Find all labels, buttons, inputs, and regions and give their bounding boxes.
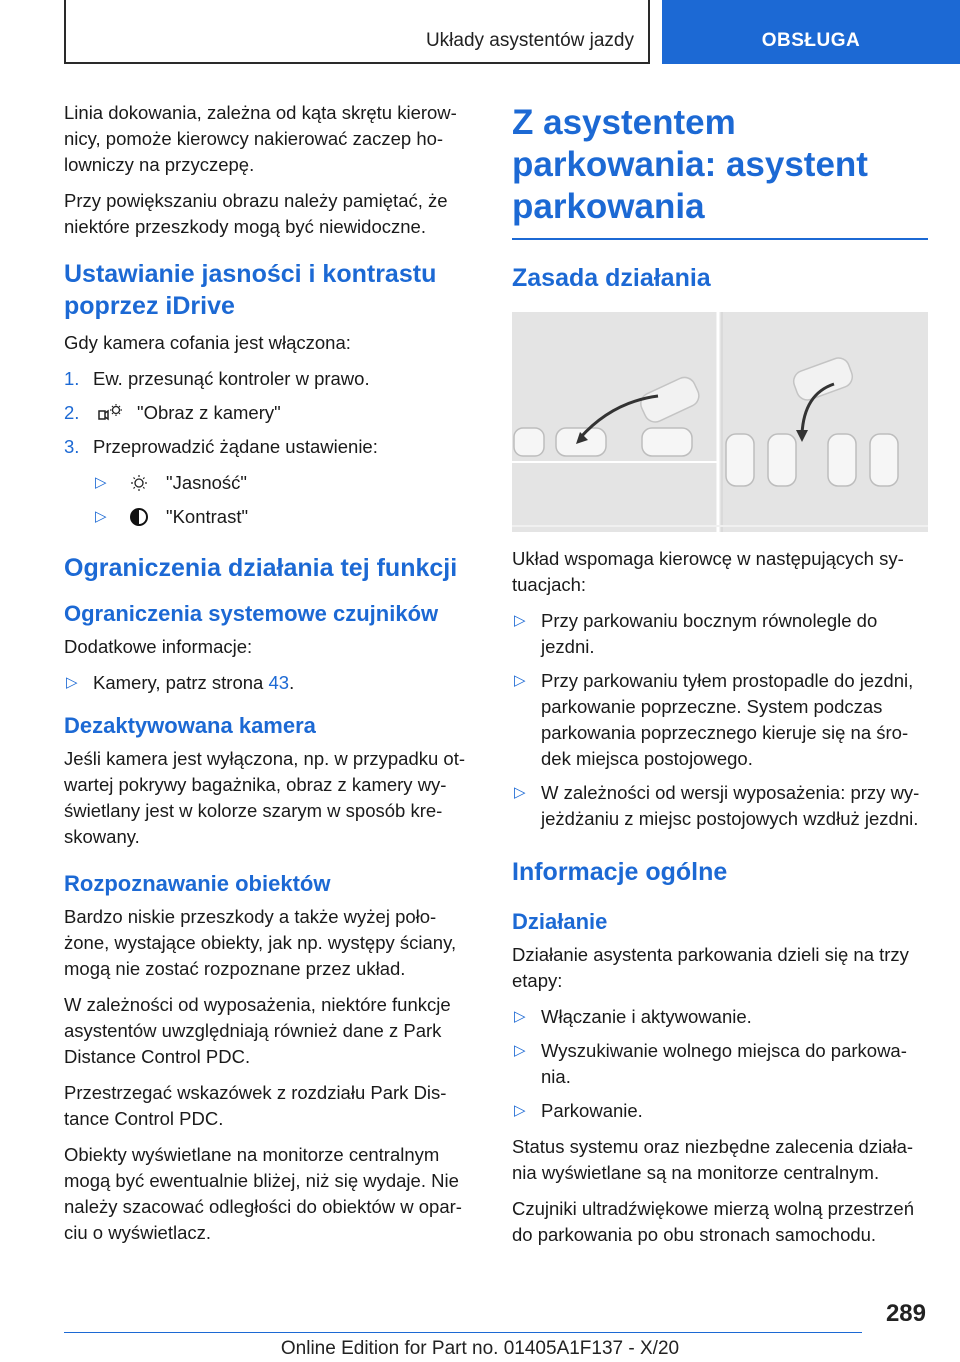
triangle-bullet-icon: ▷ — [514, 1102, 526, 1119]
list-item — [512, 608, 928, 660]
footer-edition: Online Edition for Part no. 01405A1F137 - X/20 — [280, 1338, 680, 1359]
page-number: 289 — [885, 1300, 926, 1327]
setting-item — [64, 470, 476, 496]
heading-function: Działanie — [512, 909, 608, 934]
heading-limitations: Ograniczenia działania tej funkcji — [64, 554, 458, 582]
setting-label: "Jasność" — [166, 472, 248, 493]
triangle-bullet-icon: ▷ — [95, 508, 107, 525]
list-item — [512, 780, 928, 832]
heading-principle: Zasada działania — [512, 264, 711, 292]
heading-object-detection: Rozpoznawanie obiektów — [64, 871, 331, 896]
step-number: 2. — [64, 402, 80, 423]
header-frame — [64, 0, 650, 64]
sensors-text: Czujniki ultradźwiękowe mierzą wolną przestrzeń do parkowania po obu stronach samochodu. — [512, 1198, 915, 1245]
list-item — [512, 1098, 928, 1124]
status-text: Status systemu oraz niezbędne zalecenia działa-nia wyświetlane są na monitorze centralnym. — [512, 1136, 914, 1183]
step-item — [64, 366, 476, 392]
camera-ref-list — [64, 670, 476, 696]
settings-list — [64, 470, 476, 530]
contrast-icon — [126, 506, 152, 528]
triangle-bullet-icon: ▷ — [514, 784, 526, 801]
chapter-tab[interactable] — [662, 0, 960, 64]
list-item — [512, 1038, 928, 1090]
function-intro: Działanie asystenta parkowania dzieli się na trzy etapy: — [512, 944, 909, 991]
triangle-bullet-icon: ▷ — [514, 612, 526, 629]
parking-illustration — [512, 312, 928, 532]
brightness-icon — [126, 472, 152, 494]
step-text: "Obraz z kamery" — [137, 402, 281, 423]
list-item-text: W zależności od wersji wyposażenia: przy wy-jeżdżaniu z miejsc postojowych wzdłuż jezdni. — [541, 782, 920, 829]
step-item — [64, 400, 476, 426]
triangle-bullet-icon: ▷ — [514, 672, 526, 689]
list-item-text: Wyszukiwanie wolnego miejsca do parkowa-nia. — [541, 1040, 907, 1087]
camera-view-icon — [97, 402, 123, 424]
heading-deactivated-camera: Dezaktywowana kamera — [64, 713, 316, 738]
step-item — [64, 434, 476, 460]
right-column — [512, 100, 928, 1258]
camera-ref-text: Kamery, patrz strona — [93, 672, 264, 693]
triangle-bullet-icon: ▷ — [514, 1042, 526, 1059]
more-info-text: Dodatkowe informacje: — [64, 636, 253, 657]
setting-item — [64, 504, 476, 530]
list-item — [512, 668, 928, 772]
setting-label: "Kontrast" — [166, 506, 249, 527]
triangle-bullet-icon: ▷ — [66, 674, 78, 691]
deactivated-text: Jeśli kamera jest wyłączona, np. w przypadku ot-wartej pokrywy bagażnika, obraz z kamery wy-świetlany jest w kolorze szarym w sposób kre-skowany. — [64, 748, 466, 847]
stages-list — [512, 1004, 928, 1124]
list-item-text: Przy parkowaniu tyłem prostopadle do jezdni, parkowanie poprzeczne. System podczas parkowania poprzecznego kieruje się na śro-dek miejsca postojowego. — [541, 670, 914, 769]
list-item — [512, 1004, 928, 1030]
intro-paragraph: Linia dokowania, zależna od kąta skrętu kierow-nicy, pomoże kierowcy nakierować zaczep ho-lowniczy na przyczepę. — [64, 102, 457, 175]
camera-on-text: Gdy kamera cofania jest włączona: — [64, 332, 351, 353]
heading-sensor-limits: Ograniczenia systemowe czujników — [64, 601, 439, 626]
objects-paragraph: Obiekty wyświetlane na monitorze centralnym mogą być ewentualnie bliżej, niż się wydaje. Nie należy szacować odległości do obiektów w opar-ciu o wyświetlacz. — [64, 1144, 462, 1243]
parking-diagram — [512, 312, 928, 532]
list-item-text: Parkowanie. — [541, 1100, 643, 1121]
heading-brightness-contrast: Ustawianie jasności i kontrastu poprzez iDrive — [64, 260, 437, 320]
triangle-bullet-icon: ▷ — [95, 474, 107, 491]
objects-paragraph: W zależności od wyposażenia, niektóre funkcje asystentów uwzględniają również dane z Park Distance Control PDC. — [64, 994, 451, 1067]
chapter-tab-label: OBSŁUGA — [761, 30, 861, 51]
heading-general-info: Informacje ogólne — [512, 858, 728, 886]
section-title: Układy asystentów jazdy — [425, 30, 634, 51]
situations-list — [512, 608, 928, 832]
step-number: 3. — [64, 436, 80, 457]
step-text: Przeprowadzić żądane ustawienie: — [93, 436, 378, 457]
steps-list — [64, 366, 476, 460]
page-link[interactable]: 43 — [268, 672, 290, 693]
list-item-text: Przy parkowaniu bocznym równolegle do jezdni. — [541, 610, 878, 657]
triangle-bullet-icon: ▷ — [514, 1008, 526, 1025]
heading-parking-assistant: Z asystentem parkowania: asystent parkowania — [512, 102, 928, 240]
footer-divider — [64, 1332, 862, 1333]
list-item: ▷ Kamery, patrz strona 43. — [64, 670, 476, 696]
objects-paragraph: Bardzo niskie przeszkody a także wyżej poło-żone, wystające obiekty, jak np. występy ściany, mogą nie zostać rozpoznane przez układ. — [64, 906, 457, 979]
list-item-text: Włączanie i aktywowanie. — [541, 1006, 752, 1027]
step-number: 1. — [64, 368, 80, 389]
step-text: Ew. przesunąć kontroler w prawo. — [93, 368, 370, 389]
intro-paragraph: Przy powiększaniu obrazu należy pamiętać, że niektóre przeszkody mogą być niewidoczne. — [64, 190, 448, 237]
objects-paragraph: Przestrzegać wskazówek z rozdziału Park Dis-tance Control PDC. — [64, 1082, 447, 1129]
left-column — [64, 100, 476, 1256]
situations-intro: Układ wspomaga kierowcę w następujących sy-tuacjach: — [512, 548, 904, 595]
